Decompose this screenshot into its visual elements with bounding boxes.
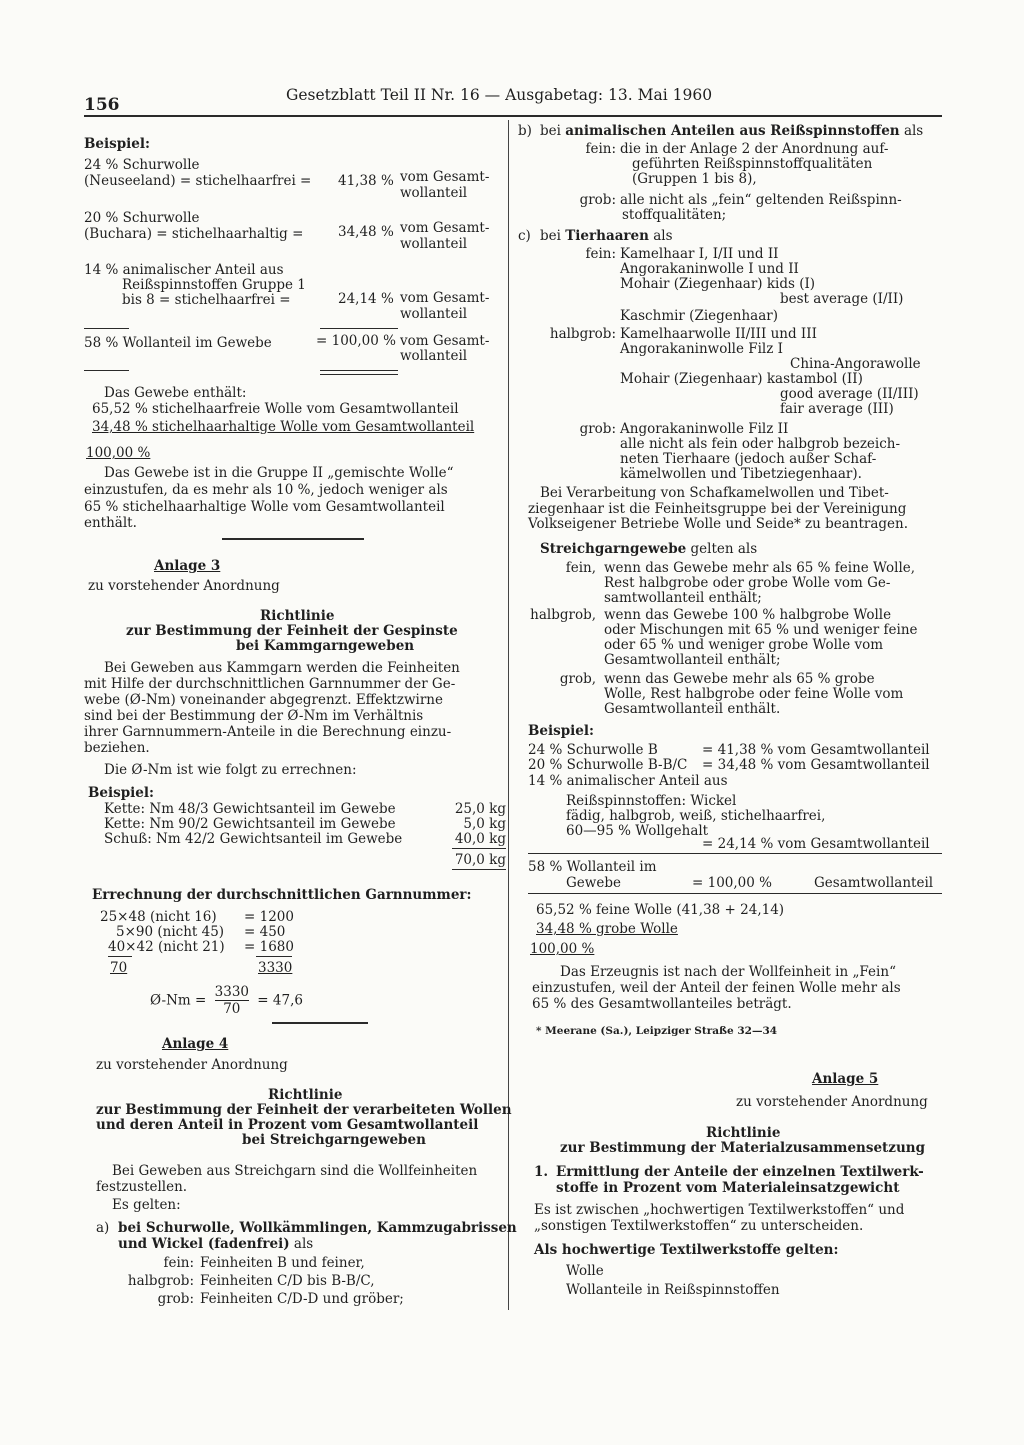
sum-rule bbox=[256, 956, 292, 957]
list-heading: Als hochwertige Textilwerkstoffe gelten: bbox=[534, 1242, 839, 1258]
example-unit: wollanteil bbox=[400, 306, 468, 322]
paragraph-line: „sonstigen Textilwerkstoffen“ zu unterscheiden. bbox=[534, 1218, 864, 1234]
category-text: Mohair (Ziegenhaar) kastambol (II) bbox=[620, 371, 863, 387]
category-text: Mohair (Ziegenhaar) kids (I) bbox=[620, 276, 816, 292]
sum-rule bbox=[108, 956, 132, 957]
paragraph-line: Bei Geweben aus Streichgarn sind die Wollfeinheiten bbox=[112, 1163, 478, 1179]
category-text: Gesamtwollanteil enthält; bbox=[604, 652, 781, 668]
column-divider bbox=[508, 120, 509, 1310]
list-heading-suffix: als bbox=[293, 1236, 314, 1252]
formula-result: = 47,6 bbox=[257, 992, 303, 1009]
category-text: Wolle, Rest halbgrobe oder feine Wolle vom bbox=[604, 686, 904, 702]
paragraph-line: Volkseigener Betriebe Wolle und Seide* zu beantragen. bbox=[528, 516, 909, 532]
category-label: halbgrob: bbox=[127, 1273, 194, 1289]
example-unit: wollanteil bbox=[400, 236, 468, 252]
example-value: = 100,00 % bbox=[316, 333, 396, 349]
guideline-heading: zur Bestimmung der Feinheit der verarbeiteten Wollen bbox=[96, 1102, 512, 1118]
calc-line: 40×42 (nicht 21) bbox=[108, 939, 225, 955]
paragraph-line: Die Ø-Nm ist wie folgt zu errechnen: bbox=[104, 762, 357, 778]
example-value: 24,14 % bbox=[338, 291, 394, 307]
category-text: wenn das Gewebe mehr als 65 % grobe bbox=[604, 671, 875, 687]
example-value: = 34,48 % vom Gesamtwollanteil bbox=[702, 757, 930, 773]
example-line: Gewebe bbox=[566, 875, 621, 891]
category-text: stoffqualitäten; bbox=[622, 207, 727, 223]
category-label: fein: bbox=[163, 1255, 194, 1271]
list-marker: b) bbox=[518, 123, 532, 139]
paragraph-line: 34,48 % stichelhaarhaltige Wolle vom Gesamtwollanteil bbox=[92, 419, 475, 435]
sum-rule bbox=[528, 893, 942, 894]
example-value: 34,48 % bbox=[338, 224, 394, 240]
section-rule bbox=[272, 1022, 368, 1024]
paragraph-line: beziehen. bbox=[84, 740, 150, 756]
example-unit: vom Gesamt- bbox=[400, 290, 490, 306]
paragraph-line: ihrer Garnnummern-Anteile in die Berechnung einzu- bbox=[84, 724, 452, 740]
sum-rule bbox=[452, 848, 506, 849]
list-heading bbox=[540, 229, 673, 244]
example-value: 41,38 % bbox=[338, 173, 394, 189]
guideline-heading: zur Bestimmung der Feinheit der Gespinste bbox=[126, 623, 458, 639]
list-heading-prefix: bei bbox=[540, 123, 561, 139]
guideline-heading: bei Kammgarngeweben bbox=[236, 638, 415, 654]
list-heading-suffix: als bbox=[653, 228, 673, 244]
category-text: oder Mischungen mit 65 % und weniger feine bbox=[604, 622, 918, 638]
paragraph-line: Das Gewebe enthält: bbox=[104, 385, 247, 401]
category-text: Feinheiten C/D-D und gröber; bbox=[200, 1291, 404, 1307]
category-text: best average (I/II) bbox=[780, 291, 904, 307]
calc-line: 25×48 (nicht 16) bbox=[100, 909, 217, 925]
calc-value: = 450 bbox=[244, 924, 286, 940]
calc-value: = 1200 bbox=[244, 909, 294, 925]
example-line: (Neuseeland) = stichelhaarfrei = bbox=[84, 173, 312, 189]
calc-sum: 3330 bbox=[258, 960, 293, 976]
example-line: (Buchara) = stichelhaarhaltig = bbox=[84, 226, 304, 242]
section-title: Anlage 5 bbox=[812, 1071, 879, 1087]
paragraph-line: festzustellen. bbox=[96, 1179, 188, 1195]
paragraph-line: Bei Geweben aus Kammgarn werden die Feinheiten bbox=[104, 660, 460, 676]
example-line: 20 % Schurwolle B-B/C bbox=[528, 757, 688, 773]
example-line: bis 8 = stichelhaarfrei = bbox=[122, 292, 291, 308]
guideline-heading: Richtlinie bbox=[260, 608, 335, 624]
list-heading: bei Schurwolle, Wollkämmlingen, Kammzugabrissen bbox=[118, 1220, 517, 1236]
guideline-heading: Richtlinie bbox=[706, 1125, 781, 1141]
list-heading-suffix: gelten als bbox=[690, 541, 758, 557]
category-text: Rest halbgrobe oder grobe Wolle vom Ge- bbox=[604, 575, 891, 591]
section-rule bbox=[222, 538, 364, 540]
example-line: Reißspinnstoffen Gruppe 1 bbox=[122, 277, 306, 293]
calc-sum: 70 bbox=[110, 960, 128, 976]
paragraph-line: Das Gewebe ist in die Gruppe II „gemischte Wolle“ bbox=[104, 465, 454, 481]
example-line: Schuß: Nm 42/2 Gewichtsanteil im Gewebe bbox=[104, 831, 403, 847]
list-heading-bold: Tierhaaren bbox=[565, 228, 649, 244]
category-label: fein: bbox=[585, 141, 616, 157]
example-unit: Gesamtwollanteil bbox=[814, 875, 934, 891]
category-text: Kamelhaarwolle II/III und III bbox=[620, 326, 817, 342]
paragraph-line: 65 % des Gesamtwollanteiles beträgt. bbox=[532, 996, 792, 1012]
category-label: grob: bbox=[579, 421, 616, 437]
sum-rule bbox=[320, 328, 398, 329]
example-heading: Beispiel: bbox=[528, 723, 594, 739]
category-text: neten Tierhaare (jedoch außer Schaf- bbox=[620, 451, 877, 467]
example-line: Reißspinnstoffen: Wickel bbox=[566, 793, 737, 809]
formula-label: Ø-Nm = bbox=[150, 992, 207, 1009]
example-line: fädig, halbgrob, weiß, stichelhaarfrei, bbox=[566, 808, 826, 824]
paragraph-line: enthält. bbox=[84, 515, 137, 531]
total-percent: 100,00 % bbox=[530, 941, 595, 957]
category-text: oder 65 % und weniger grobe Wolle vom bbox=[604, 637, 884, 653]
footnote: * Meerane (Sa.), Leipziger Straße 32—34 bbox=[536, 1025, 778, 1037]
formula-numerator: 3330 bbox=[214, 984, 249, 1000]
category-label: halbgrob, bbox=[530, 607, 596, 623]
paragraph-line: Es gelten: bbox=[112, 1197, 181, 1213]
category-text: Feinheiten C/D bis B-B/C, bbox=[200, 1273, 375, 1289]
calc-heading: Errechnung der durchschnittlichen Garnnummer: bbox=[92, 887, 472, 903]
example-line: 14 % animalischer Anteil aus bbox=[528, 773, 728, 789]
category-text: Kaschmir (Ziegenhaar) bbox=[620, 308, 778, 324]
category-label: grob: bbox=[579, 192, 616, 208]
category-text: Kamelhaar I, I/II und II bbox=[620, 246, 779, 262]
sum-rule bbox=[528, 853, 942, 854]
sum-rule bbox=[84, 328, 129, 329]
list-heading bbox=[540, 124, 923, 139]
header-rule bbox=[84, 115, 942, 117]
paragraph-line: Es ist zwischen „hochwertigen Textilwerkstoffen“ und bbox=[534, 1202, 905, 1218]
example-line: 20 % Schurwolle bbox=[84, 210, 200, 226]
section-subtitle: zu vorstehender Anordnung bbox=[736, 1094, 928, 1110]
avg-yarn-count-formula bbox=[150, 984, 303, 1017]
sum-rule bbox=[452, 869, 506, 870]
result-line: 34,48 % grobe Wolle bbox=[536, 921, 678, 937]
guideline-heading: Richtlinie bbox=[268, 1087, 343, 1103]
example-line: Kette: Nm 48/3 Gewichtsanteil im Gewebe bbox=[104, 801, 396, 817]
example-unit: vom Gesamt- bbox=[400, 169, 490, 185]
sum-rule bbox=[84, 370, 129, 371]
example-line: 60—95 % Wollgehalt bbox=[566, 823, 709, 839]
category-text: wenn das Gewebe 100 % halbgrobe Wolle bbox=[604, 607, 892, 623]
example-value: = 41,38 % vom Gesamtwollanteil bbox=[702, 742, 930, 758]
calc-value: = 1680 bbox=[244, 939, 294, 955]
category-text: kämelwollen und Tibetziegenhaar). bbox=[620, 466, 862, 482]
category-label: halbgrob: bbox=[549, 326, 616, 342]
paragraph-line: 65 % stichelhaarhaltige Wolle vom Gesamtwollanteil bbox=[84, 499, 445, 515]
list-item: Wolle bbox=[566, 1263, 604, 1279]
sum-rule bbox=[320, 374, 398, 375]
section-title: Anlage 3 bbox=[154, 558, 221, 574]
paragraph-line: einzustufen, weil der Anteil der feinen Wolle mehr als bbox=[532, 980, 901, 996]
paragraph-line: ziegenhaar ist die Feinheitsgruppe bei der Vereinigung bbox=[528, 501, 907, 517]
category-label: grob, bbox=[559, 671, 596, 687]
guideline-heading: zur Bestimmung der Materialzusammensetzung bbox=[560, 1140, 926, 1156]
section-title: Anlage 4 bbox=[162, 1036, 229, 1052]
example-line: 24 % Schurwolle B bbox=[528, 742, 658, 758]
category-text: geführten Reißspinnstoffqualitäten bbox=[632, 156, 873, 172]
paragraph-line: sind bei der Bestimmung der Ø-Nm im Verhältnis bbox=[84, 708, 424, 724]
paragraph-line: webe (Ø-Nm) voneinander abgegrenzt. Effektzwirne bbox=[84, 692, 443, 708]
list-marker: c) bbox=[518, 228, 531, 244]
category-text: good average (II/III) bbox=[780, 386, 919, 402]
list-heading bbox=[540, 542, 757, 557]
numbered-heading: stoffe in Prozent vom Materialeinsatzgewicht bbox=[556, 1180, 900, 1196]
guideline-heading: und deren Anteil in Prozent vom Gesamtwollanteil bbox=[96, 1117, 479, 1133]
page-number: 156 bbox=[84, 95, 120, 115]
category-text: Angorakaninwolle Filz II bbox=[620, 421, 789, 437]
list-heading-bold: Streichgarngewebe bbox=[540, 541, 687, 557]
example-value: = 24,14 % vom Gesamtwollanteil bbox=[702, 836, 930, 852]
paragraph-line: Das Erzeugnis ist nach der Wollfeinheit in „Fein“ bbox=[560, 964, 896, 980]
section-subtitle: zu vorstehender Anordnung bbox=[96, 1057, 288, 1073]
paragraph-line: Bei Verarbeitung von Schafkamelwollen und Tibet- bbox=[540, 485, 889, 501]
example-value: 25,0 kg bbox=[454, 801, 506, 817]
list-heading-bold: animalischen Anteilen aus Reißspinnstoffen bbox=[565, 123, 900, 139]
list-marker: a) bbox=[96, 1220, 110, 1236]
category-text: alle nicht als fein oder halbgrob bezeich- bbox=[620, 436, 901, 452]
category-text: (Gruppen 1 bis 8), bbox=[632, 171, 757, 187]
list-heading bbox=[118, 1237, 313, 1252]
category-text: Angorakaninwolle Filz I bbox=[620, 341, 783, 357]
example-sum: 70,0 kg bbox=[454, 852, 506, 868]
example-line: 14 % animalischer Anteil aus bbox=[84, 262, 284, 278]
example-unit: wollanteil bbox=[400, 185, 468, 201]
example-heading: Beispiel: bbox=[84, 136, 150, 152]
category-label: grob: bbox=[157, 1291, 194, 1307]
example-line: 24 % Schurwolle bbox=[84, 157, 200, 173]
list-heading-prefix: bei bbox=[540, 228, 561, 244]
category-text: die in der Anlage 2 der Anordnung auf- bbox=[620, 141, 889, 157]
numbered-heading: Ermittlung der Anteile der einzelnen Textilwerk- bbox=[556, 1164, 924, 1180]
total-percent: 100,00 % bbox=[86, 445, 151, 461]
paragraph-line: einzustufen, da es mehr als 10 %, jedoch weniger als bbox=[84, 482, 448, 498]
example-line: 58 % Wollanteil im bbox=[528, 859, 657, 875]
example-line: Kette: Nm 90/2 Gewichtsanteil im Gewebe bbox=[104, 816, 396, 832]
category-text: samtwollanteil enthält; bbox=[604, 590, 762, 606]
category-text: China-Angorawolle bbox=[790, 356, 921, 372]
list-item: Wollanteile in Reißspinnstoffen bbox=[566, 1282, 780, 1298]
example-heading: Beispiel: bbox=[88, 785, 154, 801]
result-line: 65,52 % feine Wolle (41,38 + 24,14) bbox=[536, 902, 785, 918]
category-label: fein: bbox=[585, 246, 616, 262]
section-subtitle: zu vorstehender Anordnung bbox=[88, 578, 280, 594]
guideline-heading: bei Streichgarngeweben bbox=[242, 1132, 426, 1148]
example-value: = 100,00 % bbox=[692, 875, 772, 891]
category-text: Angorakaninwolle I und II bbox=[620, 261, 799, 277]
example-unit: vom Gesamt- bbox=[400, 220, 490, 236]
category-text: alle nicht als „fein“ geltenden Reißspinn- bbox=[620, 192, 902, 208]
category-text: Feinheiten B und feiner, bbox=[200, 1255, 365, 1271]
paragraph-line: mit Hilfe der durchschnittlichen Garnnummer der Ge- bbox=[84, 676, 456, 692]
list-heading-bold: und Wickel (fadenfrei) bbox=[118, 1236, 290, 1252]
example-value: 40,0 kg bbox=[454, 831, 506, 847]
category-text: Gesamtwollanteil enthält. bbox=[604, 701, 781, 717]
category-label: fein, bbox=[565, 560, 596, 576]
example-unit: wollanteil bbox=[400, 348, 468, 364]
sum-rule bbox=[320, 370, 398, 371]
page-header-title: Gesetzblatt Teil II Nr. 16 — Ausgabetag: 13. Mai 1960 bbox=[286, 86, 713, 104]
example-line: 58 % Wollanteil im Gewebe bbox=[84, 335, 272, 351]
paragraph-line: 65,52 % stichelhaarfreie Wolle vom Gesamtwollanteil bbox=[92, 401, 459, 417]
example-value: 5,0 kg bbox=[463, 816, 506, 832]
formula-denominator: 70 bbox=[223, 1001, 241, 1017]
list-heading-suffix: als bbox=[903, 123, 924, 139]
category-text: wenn das Gewebe mehr als 65 % feine Wolle, bbox=[604, 560, 916, 576]
category-text: fair average (III) bbox=[780, 401, 894, 417]
list-marker: 1. bbox=[534, 1164, 549, 1180]
calc-line: 5×90 (nicht 45) bbox=[116, 924, 225, 940]
example-unit: vom Gesamt- bbox=[400, 333, 490, 349]
